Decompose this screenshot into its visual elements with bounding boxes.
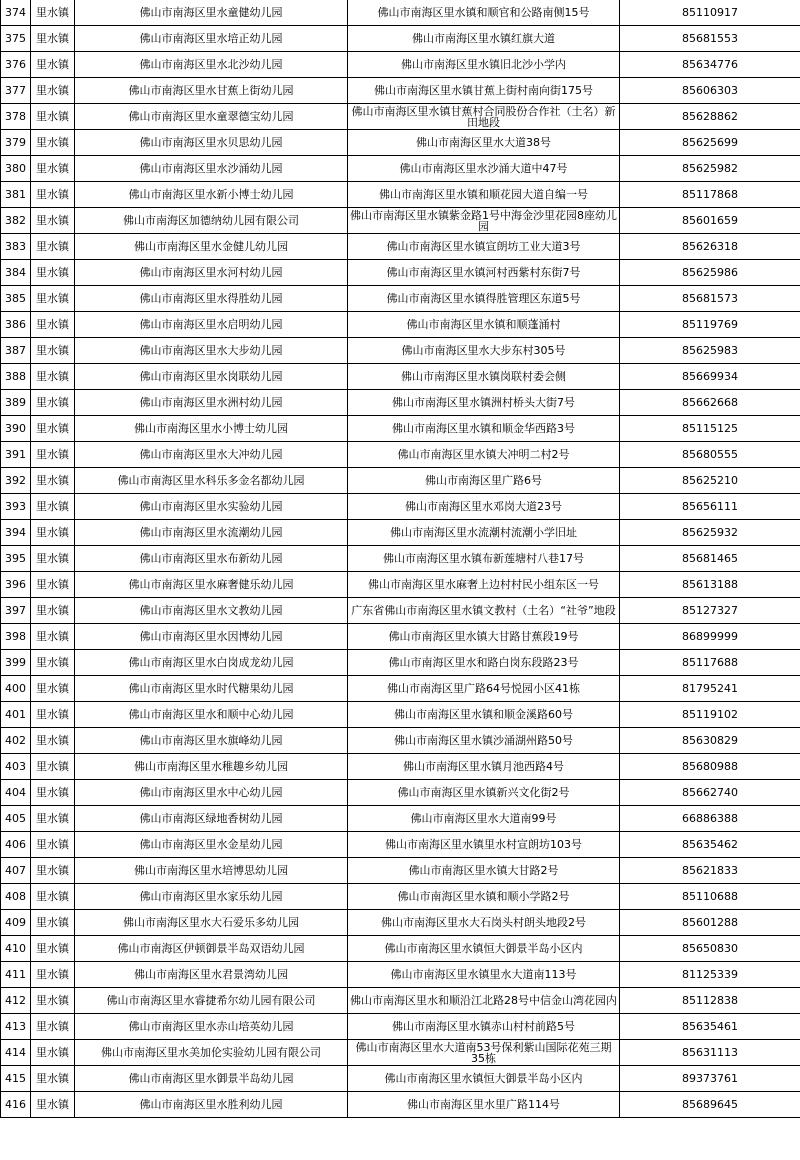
phone-number-cell: 86899999 xyxy=(620,624,800,650)
address-cell: 佛山市南海区里水镇和顺花园大道自编一号 xyxy=(348,182,620,208)
table-row xyxy=(1,468,800,494)
town-cell: 里水镇 xyxy=(31,442,75,468)
phone-number-cell: 85689645 xyxy=(620,1092,800,1118)
kindergarten-name-cell: 佛山市南海区里水美加伦实验幼儿园有限公司 xyxy=(75,1040,348,1066)
address-cell: 佛山市南海区里水镇甘蕉上街村南向街175号 xyxy=(348,78,620,104)
phone-number-cell: 85680555 xyxy=(620,442,800,468)
kindergarten-name-cell: 佛山市南海区里水培博思幼儿园 xyxy=(75,858,348,884)
phone-number-cell: 85110917 xyxy=(620,0,800,26)
address-cell: 广东省佛山市南海区里水镇文教村（土名）“社爷”地段 xyxy=(348,598,620,624)
town-cell: 里水镇 xyxy=(31,988,75,1014)
row-number-cell: 405 xyxy=(1,806,31,832)
phone-number-cell: 85625983 xyxy=(620,338,800,364)
kindergarten-name-cell: 佛山市南海区里水胜利幼儿园 xyxy=(75,1092,348,1118)
row-number-cell: 398 xyxy=(1,624,31,650)
row-number-cell: 391 xyxy=(1,442,31,468)
table-row xyxy=(1,988,800,1014)
town-cell: 里水镇 xyxy=(31,416,75,442)
town-cell: 里水镇 xyxy=(31,1066,75,1092)
address-cell: 佛山市南海区里水镇和顺蓬涌村 xyxy=(348,312,620,338)
table-body xyxy=(1,0,800,1118)
phone-number-cell: 85680988 xyxy=(620,754,800,780)
phone-number-cell: 85601288 xyxy=(620,910,800,936)
town-cell: 里水镇 xyxy=(31,468,75,494)
town-cell: 里水镇 xyxy=(31,312,75,338)
row-number-cell: 402 xyxy=(1,728,31,754)
table-row xyxy=(1,130,800,156)
town-cell: 里水镇 xyxy=(31,520,75,546)
row-number-cell: 397 xyxy=(1,598,31,624)
row-number-cell: 379 xyxy=(1,130,31,156)
town-cell: 里水镇 xyxy=(31,858,75,884)
town-cell: 里水镇 xyxy=(31,182,75,208)
town-cell: 里水镇 xyxy=(31,780,75,806)
kindergarten-name-cell: 佛山市南海区里水北沙幼儿园 xyxy=(75,52,348,78)
phone-number-cell: 85650830 xyxy=(620,936,800,962)
address-cell: 佛山市南海区里水镇和顺金华西路3号 xyxy=(348,416,620,442)
row-number-cell: 384 xyxy=(1,260,31,286)
address-cell: 佛山市南海区里水镇紫金路1号中海金沙里花园8座幼儿园 xyxy=(348,208,620,234)
address-cell: 佛山市南海区里水里广路114号 xyxy=(348,1092,620,1118)
town-cell: 里水镇 xyxy=(31,936,75,962)
town-cell: 里水镇 xyxy=(31,884,75,910)
phone-number-cell: 85115125 xyxy=(620,416,800,442)
phone-number-cell: 85119102 xyxy=(620,702,800,728)
address-cell: 佛山市南海区里水镇大甘路2号 xyxy=(348,858,620,884)
town-cell: 里水镇 xyxy=(31,598,75,624)
row-number-cell: 404 xyxy=(1,780,31,806)
row-number-cell: 399 xyxy=(1,650,31,676)
phone-number-cell: 85630829 xyxy=(620,728,800,754)
kindergarten-name-cell: 佛山市南海区里水时代糖果幼儿园 xyxy=(75,676,348,702)
table-row xyxy=(1,962,800,988)
town-cell: 里水镇 xyxy=(31,754,75,780)
table-row xyxy=(1,1066,800,1092)
address-cell: 佛山市南海区里水镇河村西紫村东街7号 xyxy=(348,260,620,286)
kindergarten-name-cell: 佛山市南海区里水和顺中心幼儿园 xyxy=(75,702,348,728)
address-cell: 佛山市南海区里水镇得胜管理区东道5号 xyxy=(348,286,620,312)
town-cell: 里水镇 xyxy=(31,208,75,234)
kindergarten-name-cell: 佛山市南海区里水流潮幼儿园 xyxy=(75,520,348,546)
kindergarten-name-cell: 佛山市南海区里水文教幼儿园 xyxy=(75,598,348,624)
town-cell: 里水镇 xyxy=(31,364,75,390)
row-number-cell: 385 xyxy=(1,286,31,312)
kindergarten-name-cell: 佛山市南海区里水童翠德宝幼儿园 xyxy=(75,104,348,130)
address-cell: 佛山市南海区里水镇里水村宣朗坊103号 xyxy=(348,832,620,858)
table-row xyxy=(1,624,800,650)
table-row xyxy=(1,286,800,312)
table-row xyxy=(1,728,800,754)
kindergarten-name-cell: 佛山市南海区里水大石爱乐多幼儿园 xyxy=(75,910,348,936)
town-cell: 里水镇 xyxy=(31,52,75,78)
table-row xyxy=(1,442,800,468)
address-cell: 佛山市南海区里水大石岗头村朗头地段2号 xyxy=(348,910,620,936)
town-cell: 里水镇 xyxy=(31,650,75,676)
row-number-cell: 410 xyxy=(1,936,31,962)
kindergarten-name-cell: 佛山市南海区里水金星幼儿园 xyxy=(75,832,348,858)
phone-number-cell: 85117688 xyxy=(620,650,800,676)
table-row xyxy=(1,520,800,546)
address-cell: 佛山市南海区里水镇和顺官和公路南侧15号 xyxy=(348,0,620,26)
row-number-cell: 387 xyxy=(1,338,31,364)
row-number-cell: 401 xyxy=(1,702,31,728)
phone-number-cell: 81125339 xyxy=(620,962,800,988)
town-cell: 里水镇 xyxy=(31,832,75,858)
table-row xyxy=(1,182,800,208)
town-cell: 里水镇 xyxy=(31,260,75,286)
town-cell: 里水镇 xyxy=(31,806,75,832)
row-number-cell: 388 xyxy=(1,364,31,390)
address-cell: 佛山市南海区里水麻奢上边村村民小组东区一号 xyxy=(348,572,620,598)
phone-number-cell: 81795241 xyxy=(620,676,800,702)
table-row xyxy=(1,572,800,598)
kindergarten-name-cell: 佛山市南海区里水贝思幼儿园 xyxy=(75,130,348,156)
town-cell: 里水镇 xyxy=(31,1092,75,1118)
phone-number-cell: 85662668 xyxy=(620,390,800,416)
table-row xyxy=(1,312,800,338)
address-cell: 佛山市南海区里水镇岗联村委会侧 xyxy=(348,364,620,390)
town-cell: 里水镇 xyxy=(31,702,75,728)
table-row xyxy=(1,260,800,286)
table-row xyxy=(1,338,800,364)
phone-number-cell: 85631113 xyxy=(620,1040,800,1066)
address-cell: 佛山市南海区里水镇里水大道南113号 xyxy=(348,962,620,988)
row-number-cell: 408 xyxy=(1,884,31,910)
kindergarten-name-cell: 佛山市南海区绿地香树幼儿园 xyxy=(75,806,348,832)
town-cell: 里水镇 xyxy=(31,390,75,416)
phone-number-cell: 85656111 xyxy=(620,494,800,520)
row-number-cell: 412 xyxy=(1,988,31,1014)
table-row xyxy=(1,78,800,104)
kindergarten-name-cell: 佛山市南海区里水赤山培英幼儿园 xyxy=(75,1014,348,1040)
address-cell: 佛山市南海区里水镇红旗大道 xyxy=(348,26,620,52)
kindergarten-name-cell: 佛山市南海区里水岗联幼儿园 xyxy=(75,364,348,390)
phone-number-cell: 85110688 xyxy=(620,884,800,910)
kindergarten-name-cell: 佛山市南海区里水科乐多金名都幼儿园 xyxy=(75,468,348,494)
table-row xyxy=(1,832,800,858)
address-cell: 佛山市南海区里水大道南99号 xyxy=(348,806,620,832)
row-number-cell: 376 xyxy=(1,52,31,78)
address-cell: 佛山市南海区里水镇恒大御景半岛小区内 xyxy=(348,1066,620,1092)
row-number-cell: 386 xyxy=(1,312,31,338)
town-cell: 里水镇 xyxy=(31,338,75,364)
table-row xyxy=(1,390,800,416)
row-number-cell: 406 xyxy=(1,832,31,858)
table-row xyxy=(1,754,800,780)
row-number-cell: 394 xyxy=(1,520,31,546)
address-cell: 佛山市南海区里水和路白岗东段路23号 xyxy=(348,650,620,676)
kindergarten-name-cell: 佛山市南海区里水因博幼儿园 xyxy=(75,624,348,650)
address-cell: 佛山市南海区里水镇甘蕉村合同股份合作社（土名）新田地段 xyxy=(348,104,620,130)
town-cell: 里水镇 xyxy=(31,286,75,312)
kindergarten-name-cell: 佛山市南海区里水大冲幼儿园 xyxy=(75,442,348,468)
phone-number-cell: 89373761 xyxy=(620,1066,800,1092)
row-number-cell: 380 xyxy=(1,156,31,182)
town-cell: 里水镇 xyxy=(31,546,75,572)
phone-number-cell: 85635462 xyxy=(620,832,800,858)
row-number-cell: 392 xyxy=(1,468,31,494)
table-row xyxy=(1,936,800,962)
kindergarten-name-cell: 佛山市南海区里水新小博士幼儿园 xyxy=(75,182,348,208)
kindergarten-name-cell: 佛山市南海区里水培正幼儿园 xyxy=(75,26,348,52)
table-row xyxy=(1,364,800,390)
phone-number-cell: 85626318 xyxy=(620,234,800,260)
phone-number-cell: 85625932 xyxy=(620,520,800,546)
table-row xyxy=(1,1092,800,1118)
row-number-cell: 413 xyxy=(1,1014,31,1040)
kindergarten-name-cell: 佛山市南海区里水实验幼儿园 xyxy=(75,494,348,520)
town-cell: 里水镇 xyxy=(31,0,75,26)
phone-number-cell: 85119769 xyxy=(620,312,800,338)
table-row xyxy=(1,1040,800,1066)
phone-number-cell: 85681465 xyxy=(620,546,800,572)
table-row xyxy=(1,208,800,234)
row-number-cell: 409 xyxy=(1,910,31,936)
town-cell: 里水镇 xyxy=(31,728,75,754)
kindergarten-name-cell: 佛山市南海区里水大步幼儿园 xyxy=(75,338,348,364)
kindergarten-name-cell: 佛山市南海区里水洲村幼儿园 xyxy=(75,390,348,416)
kindergarten-name-cell: 佛山市南海区里水沙涌幼儿园 xyxy=(75,156,348,182)
row-number-cell: 414 xyxy=(1,1040,31,1066)
table-row xyxy=(1,26,800,52)
kindergarten-name-cell: 佛山市南海区里水稚趣乡幼儿园 xyxy=(75,754,348,780)
phone-number-cell: 85635461 xyxy=(620,1014,800,1040)
table-row xyxy=(1,676,800,702)
address-cell: 佛山市南海区里水镇和顺小学路2号 xyxy=(348,884,620,910)
table-row xyxy=(1,494,800,520)
phone-number-cell: 85117868 xyxy=(620,182,800,208)
address-cell: 佛山市南海区里水镇恒大御景半岛小区内 xyxy=(348,936,620,962)
town-cell: 里水镇 xyxy=(31,26,75,52)
row-number-cell: 390 xyxy=(1,416,31,442)
address-cell: 佛山市南海区里水镇宣朗坊工业大道3号 xyxy=(348,234,620,260)
kindergarten-name-cell: 佛山市南海区里水布新幼儿园 xyxy=(75,546,348,572)
table-row xyxy=(1,104,800,130)
phone-number-cell: 85681573 xyxy=(620,286,800,312)
row-number-cell: 400 xyxy=(1,676,31,702)
row-number-cell: 389 xyxy=(1,390,31,416)
town-cell: 里水镇 xyxy=(31,234,75,260)
kindergarten-name-cell: 佛山市南海区里水中心幼儿园 xyxy=(75,780,348,806)
phone-number-cell: 85625699 xyxy=(620,130,800,156)
address-cell: 佛山市南海区里水邓岗大道23号 xyxy=(348,494,620,520)
address-cell: 佛山市南海区里广路6号 xyxy=(348,468,620,494)
table-row xyxy=(1,650,800,676)
phone-number-cell: 85621833 xyxy=(620,858,800,884)
table-row xyxy=(1,1014,800,1040)
address-cell: 佛山市南海区里水镇洲村桥头大街7号 xyxy=(348,390,620,416)
row-number-cell: 393 xyxy=(1,494,31,520)
phone-number-cell: 85669934 xyxy=(620,364,800,390)
address-cell: 佛山市南海区里水镇和顺金溪路60号 xyxy=(348,702,620,728)
address-cell: 佛山市南海区里水沙涌大道中47号 xyxy=(348,156,620,182)
kindergarten-name-cell: 佛山市南海区加德纳幼儿园有限公司 xyxy=(75,208,348,234)
kindergarten-name-cell: 佛山市南海区里水白岗成龙幼儿园 xyxy=(75,650,348,676)
phone-number-cell: 66886388 xyxy=(620,806,800,832)
table-row xyxy=(1,858,800,884)
address-cell: 佛山市南海区里水大道南53号保利紫山国际花苑三期35栋 xyxy=(348,1040,620,1066)
kindergarten-name-cell: 佛山市南海区里水童健幼儿园 xyxy=(75,0,348,26)
town-cell: 里水镇 xyxy=(31,156,75,182)
phone-number-cell: 85601659 xyxy=(620,208,800,234)
phone-number-cell: 85628862 xyxy=(620,104,800,130)
row-number-cell: 396 xyxy=(1,572,31,598)
address-cell: 佛山市南海区里水镇大冲明二村2号 xyxy=(348,442,620,468)
address-cell: 佛山市南海区里水镇布新莲塘村八巷17号 xyxy=(348,546,620,572)
kindergarten-name-cell: 佛山市南海区里水河村幼儿园 xyxy=(75,260,348,286)
kindergarten-name-cell: 佛山市南海区里水御景半岛幼儿园 xyxy=(75,1066,348,1092)
town-cell: 里水镇 xyxy=(31,572,75,598)
row-number-cell: 407 xyxy=(1,858,31,884)
kindergarten-name-cell: 佛山市南海区伊顿御景半岛双语幼儿园 xyxy=(75,936,348,962)
row-number-cell: 411 xyxy=(1,962,31,988)
town-cell: 里水镇 xyxy=(31,1040,75,1066)
table-row xyxy=(1,416,800,442)
kindergarten-name-cell: 佛山市南海区里水睿捷希尔幼儿园有限公司 xyxy=(75,988,348,1014)
row-number-cell: 383 xyxy=(1,234,31,260)
kindergarten-name-cell: 佛山市南海区里水金健儿幼儿园 xyxy=(75,234,348,260)
row-number-cell: 375 xyxy=(1,26,31,52)
address-cell: 佛山市南海区里水镇新兴文化街2号 xyxy=(348,780,620,806)
table-row xyxy=(1,910,800,936)
address-cell: 佛山市南海区里水大步东村305号 xyxy=(348,338,620,364)
phone-number-cell: 85606303 xyxy=(620,78,800,104)
town-cell: 里水镇 xyxy=(31,104,75,130)
table-row xyxy=(1,156,800,182)
row-number-cell: 415 xyxy=(1,1066,31,1092)
town-cell: 里水镇 xyxy=(31,676,75,702)
town-cell: 里水镇 xyxy=(31,130,75,156)
phone-number-cell: 85625210 xyxy=(620,468,800,494)
address-cell: 佛山市南海区里水大道38号 xyxy=(348,130,620,156)
table-row xyxy=(1,806,800,832)
kindergarten-name-cell: 佛山市南海区里水得胜幼儿园 xyxy=(75,286,348,312)
phone-number-cell: 85681553 xyxy=(620,26,800,52)
row-number-cell: 381 xyxy=(1,182,31,208)
row-number-cell: 377 xyxy=(1,78,31,104)
town-cell: 里水镇 xyxy=(31,78,75,104)
phone-number-cell: 85613188 xyxy=(620,572,800,598)
phone-number-cell: 85112838 xyxy=(620,988,800,1014)
address-cell: 佛山市南海区里水和顺沿江北路28号中信金山湾花园内 xyxy=(348,988,620,1014)
kindergarten-name-cell: 佛山市南海区里水小博士幼儿园 xyxy=(75,416,348,442)
table-row xyxy=(1,0,800,26)
kindergarten-name-cell: 佛山市南海区里水君景湾幼儿园 xyxy=(75,962,348,988)
row-number-cell: 378 xyxy=(1,104,31,130)
kindergarten-name-cell: 佛山市南海区里水旗峰幼儿园 xyxy=(75,728,348,754)
row-number-cell: 395 xyxy=(1,546,31,572)
address-cell: 佛山市南海区里水流潮村流潮小学旧址 xyxy=(348,520,620,546)
address-cell: 佛山市南海区里水镇旧北沙小学内 xyxy=(348,52,620,78)
table-row xyxy=(1,598,800,624)
town-cell: 里水镇 xyxy=(31,962,75,988)
town-cell: 里水镇 xyxy=(31,624,75,650)
table-row xyxy=(1,52,800,78)
row-number-cell: 374 xyxy=(1,0,31,26)
phone-number-cell: 85634776 xyxy=(620,52,800,78)
kindergarten-name-cell: 佛山市南海区里水麻奢健乐幼儿园 xyxy=(75,572,348,598)
phone-number-cell: 85662740 xyxy=(620,780,800,806)
row-number-cell: 416 xyxy=(1,1092,31,1118)
row-number-cell: 403 xyxy=(1,754,31,780)
phone-number-cell: 85127327 xyxy=(620,598,800,624)
table-row xyxy=(1,702,800,728)
table-row xyxy=(1,234,800,260)
address-cell: 佛山市南海区里水镇月池西路4号 xyxy=(348,754,620,780)
kindergarten-name-cell: 佛山市南海区里水家乐幼儿园 xyxy=(75,884,348,910)
town-cell: 里水镇 xyxy=(31,1014,75,1040)
row-number-cell: 382 xyxy=(1,208,31,234)
phone-number-cell: 85625986 xyxy=(620,260,800,286)
table-row xyxy=(1,780,800,806)
phone-number-cell: 85625982 xyxy=(620,156,800,182)
table-row xyxy=(1,546,800,572)
kindergarten-name-cell: 佛山市南海区里水甘蕉上街幼儿园 xyxy=(75,78,348,104)
town-cell: 里水镇 xyxy=(31,494,75,520)
address-cell: 佛山市南海区里水镇沙涌湖州路50号 xyxy=(348,728,620,754)
address-cell: 佛山市南海区里广路64号悦园小区41栋 xyxy=(348,676,620,702)
address-cell: 佛山市南海区里水镇大甘路甘蕉段19号 xyxy=(348,624,620,650)
town-cell: 里水镇 xyxy=(31,910,75,936)
table-row xyxy=(1,884,800,910)
address-cell: 佛山市南海区里水镇赤山村村前路5号 xyxy=(348,1014,620,1040)
kindergarten-name-cell: 佛山市南海区里水启明幼儿园 xyxy=(75,312,348,338)
